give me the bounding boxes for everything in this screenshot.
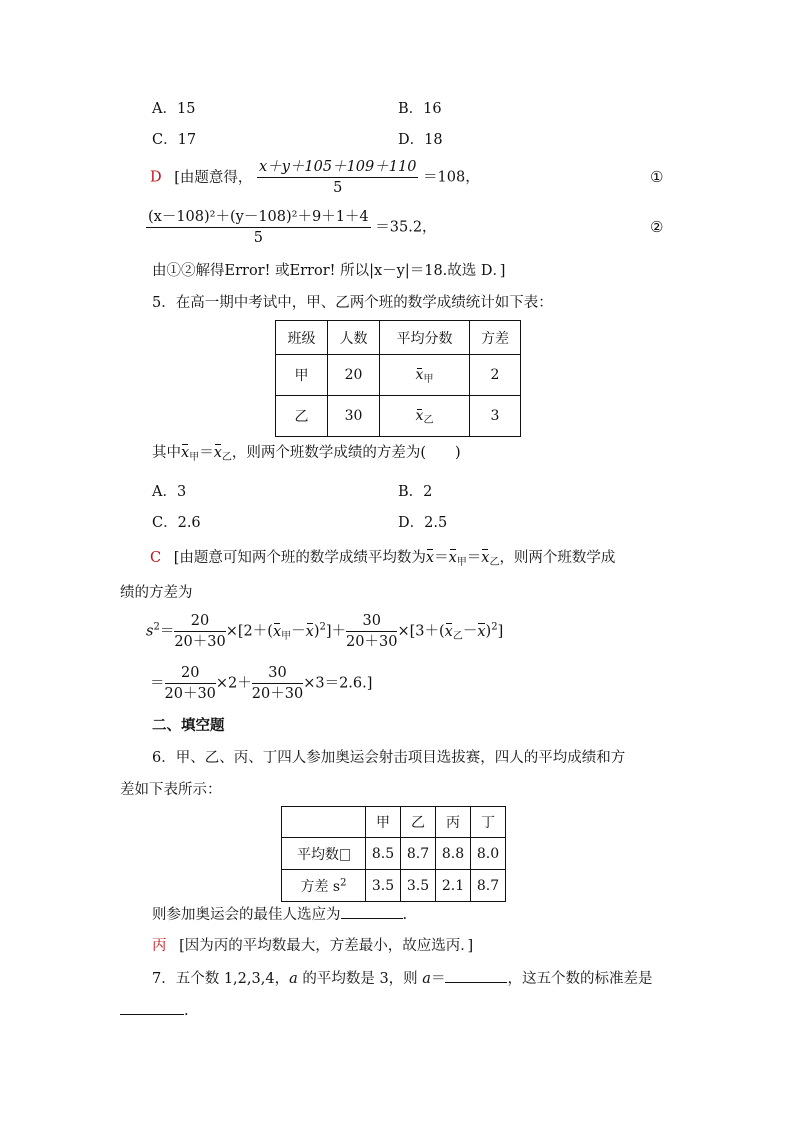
- class-stats-table: [275, 320, 521, 437]
- shooting-stats-table: [281, 806, 506, 902]
- fraction-denominator: 5: [253, 230, 263, 246]
- table-row: [276, 396, 521, 437]
- equation-mark-1: ①: [650, 168, 664, 186]
- q6-solution: 丙 [因为丙的平均数最大，方差最小，故应选丙．]: [152, 938, 474, 954]
- option-d: D．18: [398, 132, 443, 148]
- cell-count: 20: [328, 355, 380, 396]
- table-row: 方差 $s^2$ 3.5 3.5 2.1 8.7: [282, 870, 506, 902]
- row-label-mean: 平均数: [282, 838, 366, 870]
- table-row: 平均数 8.5 8.7 8.8 8.0: [282, 838, 506, 870]
- answer-blank: [341, 904, 403, 919]
- q5-stem: 5．在高一期中考试中，甲、乙两个班的数学成绩统计如下表：: [152, 295, 553, 311]
- equation-result: ＝108，: [423, 169, 480, 186]
- row-label-variance: 方差 $s^2$: [282, 870, 366, 902]
- header-ding: 丁: [471, 807, 506, 838]
- fraction-variance: [146, 208, 371, 247]
- option-c: C．17: [152, 132, 197, 148]
- header-mean: 平均分数: [380, 321, 470, 355]
- table-row: [276, 355, 521, 396]
- q7-stem: 7．五个数 1,2,3,4，a 的平均数是 3，则 a＝ ，这五个数的标准差是: [152, 968, 652, 989]
- option-a: A．15: [152, 101, 196, 117]
- solution-intro: [由题意得，: [174, 169, 253, 186]
- header-count: 人数: [328, 321, 380, 355]
- q4-solution-eq2: [146, 208, 437, 247]
- equation-result: ＝35.2，: [375, 219, 437, 236]
- cell-class: 甲: [276, 355, 328, 396]
- answer-letter: D: [150, 169, 162, 186]
- option-b: B．2: [398, 484, 433, 500]
- cell-variance: 3: [470, 396, 521, 437]
- q6-question: 则参加奥运会的最佳人选应为 .: [152, 904, 407, 925]
- section-heading: 二、填空题: [152, 717, 225, 734]
- q5-solution-line2: 绩的方差为: [120, 585, 193, 601]
- answer-text: 丙: [152, 938, 167, 954]
- equation-mark-2: ②: [650, 218, 664, 236]
- fraction-denominator: 5: [333, 180, 343, 196]
- cell-variance: 2: [470, 355, 521, 396]
- fraction-numerator: x＋y＋105＋109＋110: [257, 158, 418, 178]
- fraction-mean: [257, 158, 418, 197]
- q5-condition: 其中$x_甲=x_乙$，则两个班数学成绩的方差为( ): [152, 445, 461, 463]
- q6-stem-line2: 差如下表所示：: [120, 782, 222, 798]
- option-a: A．3: [152, 484, 187, 500]
- q6-stem-line1: 6．甲、乙、丙、丁四人参加奥运会射击项目选拔赛，四人的平均成绩和方: [152, 750, 626, 766]
- answer-blank: [445, 968, 507, 983]
- option-b: B．16: [398, 101, 442, 117]
- q4-solution-eq1: [150, 158, 480, 197]
- q7-stem-end: .: [120, 1000, 189, 1021]
- header-class: 班级: [276, 321, 328, 355]
- q4-conclusion: 由①②解得Error! 或Error! 所以|x－y|＝18.故选 D．]: [152, 263, 506, 279]
- header-yi: 乙: [401, 807, 436, 838]
- header-variance: 方差: [470, 321, 521, 355]
- option-d: D．2.5: [398, 515, 448, 531]
- option-c: C．2.6: [152, 515, 201, 531]
- cell-count: 30: [328, 396, 380, 437]
- header-bing: 丙: [436, 807, 471, 838]
- header-jia: 甲: [366, 807, 401, 838]
- cell-mean: $x_乙$: [380, 396, 470, 437]
- answer-letter: C: [150, 550, 162, 566]
- broken-image-icon: [340, 849, 350, 861]
- fraction-numerator: (x－108)²＋(y－108)²＋9＋1＋4: [146, 208, 371, 228]
- cell-class: 乙: [276, 396, 328, 437]
- answer-blank: [120, 1000, 184, 1015]
- cell-mean: $x_甲$: [380, 355, 470, 396]
- q5-solution-line1: C [由题意可知两个班的数学成绩平均数为$x=x_甲=x_乙$，则两个班数学成: [150, 550, 616, 568]
- q5-variance-formula: $s^2=$ $\frac{20}{20+30}$ $\times[2+(x_甲-x)^2]+$ $\frac{30}{20+30}$ $\times[3+(x_乙-x)^2]$: [146, 613, 504, 650]
- q5-variance-result: ＝ $\frac{20}{20+30}$ ×2＋ $\frac{30}{20+30}$ ×3＝2.6.]: [150, 665, 373, 702]
